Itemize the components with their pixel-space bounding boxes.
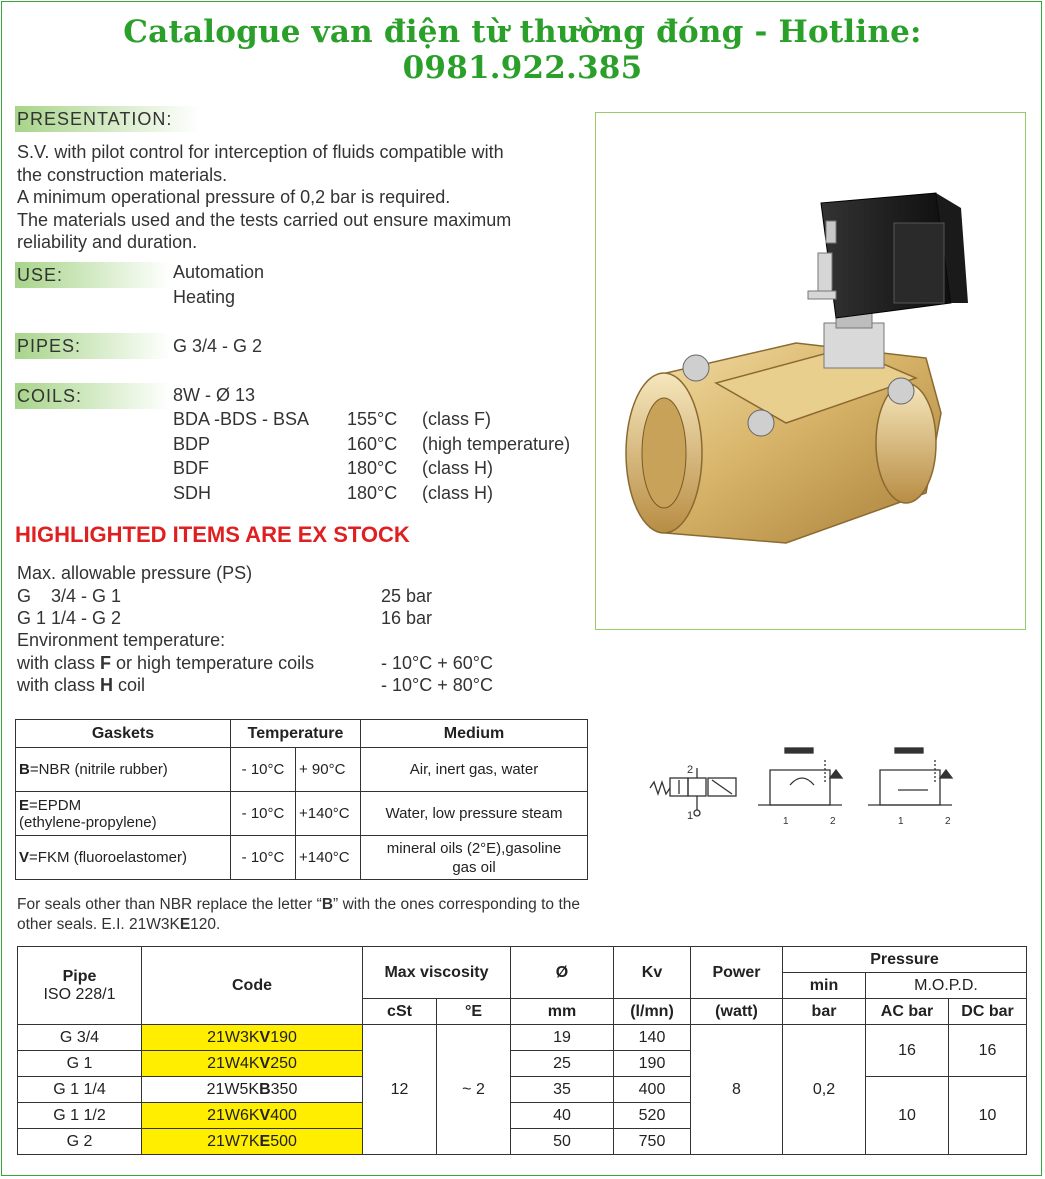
ac-bar-value: 16 [866, 1025, 949, 1077]
temp-min: - 10°C [231, 836, 296, 880]
mm-header: mm [511, 999, 614, 1025]
section-diagram-closed [868, 748, 952, 805]
pressure-value: 25 bar [381, 586, 433, 606]
kv-cell: 750 [614, 1129, 691, 1155]
code-prefix: 21W6K [207, 1106, 260, 1124]
watt-header: (watt) [691, 999, 783, 1025]
code-prefix: 21W4K [207, 1054, 260, 1072]
coil-class: (high temperature) [422, 434, 571, 454]
code-prefix: 21W5K [206, 1080, 260, 1098]
table-row [16, 836, 588, 880]
pressure-size-label: G 1 1/4 - G 2 [17, 608, 122, 628]
code-cell [142, 1129, 363, 1155]
kv-cell: 520 [614, 1103, 691, 1129]
coil-name: BDA -BDS - BSA [173, 409, 310, 429]
e-value: ~ 2 [437, 1025, 511, 1155]
viscosity-header: Max viscosity [363, 947, 511, 999]
ac-bar-value: 10 [866, 1077, 949, 1155]
temp-max: +140°C [296, 836, 361, 880]
diameter-cell: 25 [511, 1051, 614, 1077]
diameter-header: Ø [511, 947, 614, 999]
medium-header: Medium [361, 720, 588, 748]
coil-temp: 180°C [347, 483, 398, 503]
min-bar-value: 0,2 [783, 1025, 866, 1155]
diagram-1-port-2: 2 [830, 816, 836, 827]
coil-name: BDP [173, 434, 211, 454]
note-bold-2: E [179, 916, 191, 933]
gasket-code: B [19, 761, 30, 778]
coil-temp: 180°C [347, 458, 398, 478]
page-title: Catalogue van điện từ thường đóng - Hotline: 0981.922.385 [123, 14, 922, 86]
code-header: Code [142, 947, 363, 1025]
code-seal: B [259, 1080, 271, 1098]
coil-class: (class H) [422, 458, 493, 478]
code-seal: V [259, 1028, 271, 1046]
medium-cell: Water, low pressure steam [361, 792, 588, 836]
kv-header: Kv [614, 947, 691, 999]
diameter-cell: 19 [511, 1025, 614, 1051]
presentation-header: PRESENTATION: [15, 106, 200, 132]
medium-cell [361, 836, 588, 880]
code-prefix: 21W3K [207, 1028, 260, 1046]
dc-bar-value: 10 [949, 1077, 1027, 1155]
code-suffix: 190 [270, 1028, 297, 1046]
gasket-desc: =NBR (nitrile rubber) [29, 761, 168, 778]
gasket-code: V [19, 849, 30, 866]
port-2-label: 2 [687, 764, 694, 776]
lmn-header: (l/mn) [614, 999, 691, 1025]
seal-note [17, 895, 580, 935]
table-row [18, 1025, 1027, 1051]
kv-cell: 140 [614, 1025, 691, 1051]
code-seal: V [259, 1106, 271, 1124]
max-pressure-label: Max. allowable pressure (PS) [17, 563, 253, 583]
cst-header: cSt [363, 999, 437, 1025]
diagram-1-port-1: 1 [783, 816, 789, 827]
presentation-line: the construction materials. [17, 164, 228, 185]
temperature-header: Temperature [231, 720, 361, 748]
class-h-label [17, 675, 145, 696]
code-cell [142, 1077, 363, 1103]
gasket-cell [16, 792, 231, 836]
medium-cell: Air, inert gas, water [361, 748, 588, 792]
class-h-bold: H [100, 675, 114, 695]
gasket-desc-2: (ethylene-propylene) [19, 813, 157, 831]
presentation-text [17, 141, 587, 254]
section-diagram-open [758, 748, 842, 805]
product-table [17, 946, 1027, 1155]
valve-photo [595, 112, 1026, 630]
pipe-header-label: Pipe [62, 967, 97, 985]
pressure-value: 16 bar [381, 608, 433, 628]
diameter-cell: 35 [511, 1077, 614, 1103]
code-suffix: 400 [270, 1106, 297, 1124]
env-temp-label: Environment temperature: [17, 630, 226, 650]
medium-line-2: gas oil [452, 858, 496, 876]
note-mid: ” with the ones corresponding to the other seals. E.I. 21W3K [17, 896, 580, 933]
gasket-cell [16, 748, 231, 792]
pipe-cell: G 1 1/2 [18, 1103, 142, 1129]
use-value-heating: Heating [173, 287, 236, 307]
gasket-desc: =FKM (fluoroelastomer) [29, 849, 187, 866]
gasket-desc: =EPDM [29, 796, 82, 814]
gaskets-table [15, 719, 588, 880]
port-1-label: 1 [687, 810, 694, 822]
pipe-cell: G 3/4 [18, 1025, 142, 1051]
kv-cell: 400 [614, 1077, 691, 1103]
presentation-line: A minimum operational pressure of 0,2 bar is required. [17, 187, 451, 207]
ac-bar-header: AC bar [866, 999, 949, 1025]
table-row [18, 1077, 1027, 1103]
ex-stock-notice: HIGHLIGHTED ITEMS ARE EX STOCK [15, 522, 410, 547]
pipes-value: G 3/4 - G 2 [173, 336, 263, 356]
gasket-code: E [19, 796, 30, 814]
class-f-bold: F [100, 653, 112, 673]
class-h-post: coil [113, 675, 146, 695]
code-seal: V [259, 1054, 271, 1072]
solenoid-valve-illustration [596, 113, 1025, 629]
pipe-cell: G 1 1/4 [18, 1077, 142, 1103]
pressure-size-label: G 3/4 - G 1 [17, 586, 122, 606]
class-f-label [17, 653, 314, 674]
diagram-2-port-1: 1 [898, 816, 904, 827]
coil-name: SDH [173, 483, 212, 503]
presentation-line: The materials used and the tests carried out ensure maximum [17, 209, 512, 230]
use-header: USE: [15, 262, 170, 288]
medium-line-1: mineral oils (2°E),gasoline [386, 839, 562, 857]
dc-bar-header: DC bar [949, 999, 1027, 1025]
gaskets-header: Gaskets [16, 720, 231, 748]
diagram-2-port-2: 2 [945, 816, 951, 827]
pipe-cell: G 1 [18, 1051, 142, 1077]
presentation-line: reliability and duration. [17, 232, 198, 252]
table-row [16, 748, 588, 792]
class-h-pre: with class [17, 675, 101, 695]
presentation-line: S.V. with pilot control for interception of fluids compatible with [17, 142, 504, 162]
coil-temp: 160°C [347, 434, 398, 454]
coils-header: COILS: [15, 383, 170, 409]
coils-power: 8W - Ø 13 [173, 385, 256, 405]
table-row [16, 792, 588, 836]
diameter-cell: 40 [511, 1103, 614, 1129]
class-f-post: or high temperature coils [111, 653, 315, 673]
temp-max: + 90°C [296, 748, 361, 792]
temp-max: +140°C [296, 792, 361, 836]
note-bold-1: B [321, 896, 334, 913]
cst-value: 12 [363, 1025, 437, 1155]
coil-class: (class F) [422, 409, 491, 429]
pressure-header: Pressure [783, 947, 1027, 973]
dc-bar-value: 16 [949, 1025, 1027, 1077]
gasket-cell [16, 836, 231, 880]
code-cell [142, 1103, 363, 1129]
pipe-header [18, 947, 142, 1025]
valve-schematics [640, 740, 970, 830]
pipe-header-sub: ISO 228/1 [43, 985, 116, 1003]
code-cell [142, 1051, 363, 1077]
use-value-automation: Automation [173, 262, 265, 282]
pipes-header: PIPES: [15, 333, 170, 359]
code-suffix: 350 [270, 1080, 298, 1098]
min-header: min [783, 973, 866, 999]
power-value: 8 [691, 1025, 783, 1155]
bar-header: bar [783, 999, 866, 1025]
coil-class: (class H) [422, 483, 493, 503]
temp-min: - 10°C [231, 792, 296, 836]
code-prefix: 21W7K [207, 1132, 260, 1150]
coil-temp: 155°C [347, 409, 398, 429]
class-f-value: - 10°C + 60°C [381, 653, 493, 673]
diameter-cell: 50 [511, 1129, 614, 1155]
class-f-pre: with class [17, 653, 101, 673]
coil-name: BDF [173, 458, 209, 478]
note-post: 120. [190, 916, 221, 933]
e-header: °E [437, 999, 511, 1025]
mopd-header: M.O.P.D. [866, 973, 1027, 999]
kv-cell: 190 [614, 1051, 691, 1077]
temp-min: - 10°C [231, 748, 296, 792]
code-suffix: 250 [270, 1054, 297, 1072]
power-header: Power [691, 947, 783, 999]
code-suffix: 500 [270, 1132, 297, 1150]
code-cell [142, 1025, 363, 1051]
pipe-cell: G 2 [18, 1129, 142, 1155]
class-h-value: - 10°C + 80°C [381, 675, 493, 695]
code-seal: E [259, 1132, 271, 1150]
note-pre: For seals other than NBR replace the letter “ [17, 896, 322, 913]
